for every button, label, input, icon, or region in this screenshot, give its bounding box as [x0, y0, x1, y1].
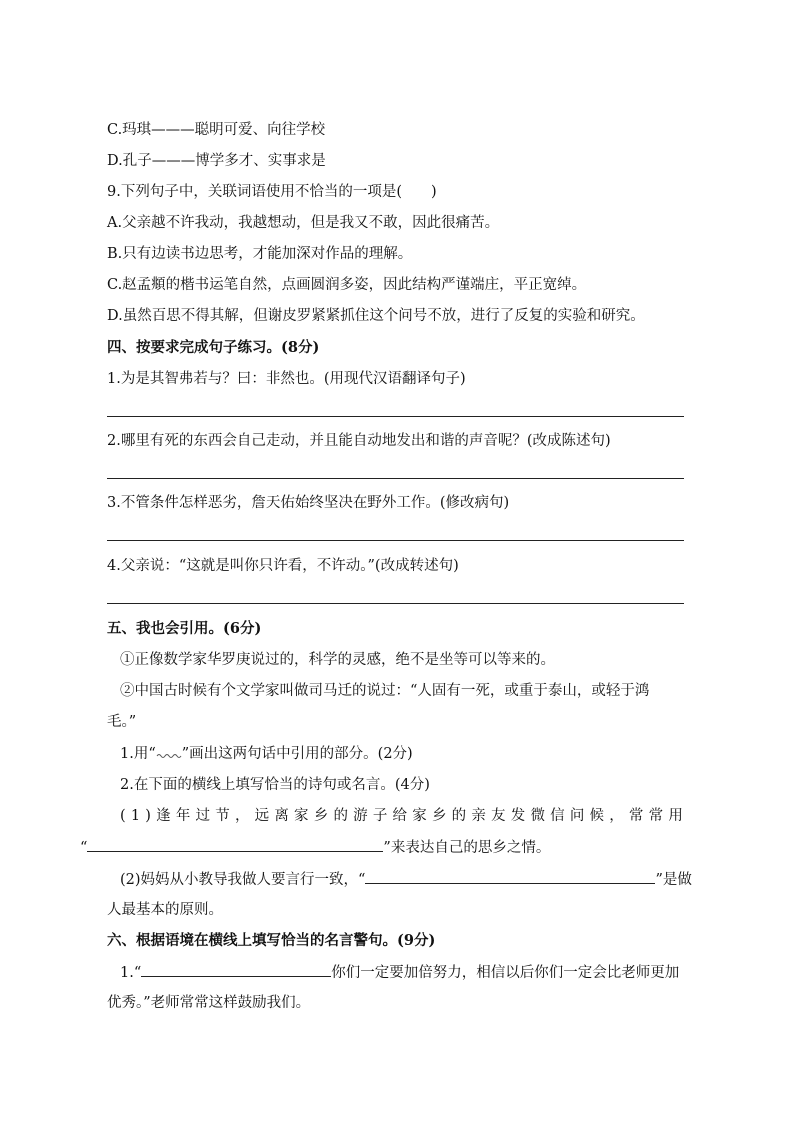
- answer-line-4[interactable]: [107, 603, 684, 604]
- answer-line-3[interactable]: [107, 540, 684, 541]
- section5-title: 五、我也会引用。(6分): [107, 620, 262, 637]
- section6-item-1: [120, 962, 679, 983]
- section4-item-1: 1.为是其智弗若与？曰：非然也。(用现代汉语翻译句子): [107, 371, 466, 387]
- fill-blank-2[interactable]: [365, 869, 655, 884]
- sub-1-open-quote: “: [80, 840, 88, 856]
- q8-option-c: C.玛琪———聪明可爱、向往学校: [107, 122, 326, 138]
- q9-option-d: D.虽然百思不得其解，但谢皮罗紧紧抓住这个问号不放，进行了反复的实验和研究。: [107, 308, 645, 324]
- answer-line-2[interactable]: [107, 478, 684, 479]
- answer-line-1[interactable]: [107, 416, 684, 417]
- q9-option-a: A.父亲越不许我动，我越想动，但是我又不敢，因此很痛苦。: [107, 215, 500, 231]
- section6-title: 六、根据语境在横线上填写恰当的名言警句。(9分): [107, 932, 436, 949]
- item-1-prefix: 1.“: [120, 965, 142, 981]
- q9-option-c: C.赵孟頫的楷书运笔自然，点画圆润多姿，因此结构严谨端庄，平正宽绰。: [107, 277, 587, 293]
- task-1: [120, 744, 413, 764]
- item-1-suffix: 你们一定要加倍努力，相信以后你们一定会比老师更加: [331, 965, 680, 981]
- task-1-prefix: 1.用“: [120, 746, 156, 762]
- fill-blank-3[interactable]: [141, 962, 331, 977]
- section4-item-2: 2.哪里有死的东西会自己走动，并且能自动地发出和谐的声音呢？(改成陈述句): [107, 433, 611, 449]
- section4-item-3: 3.不管条件怎样恶劣，詹天佑始终坚决在野外工作。(修改病句): [107, 495, 510, 511]
- section4-title: 四、按要求完成句子练习。(8分): [107, 339, 320, 356]
- fill-blank-1[interactable]: [87, 837, 383, 852]
- sub-1-line-2: [80, 837, 550, 858]
- sub-2-line-1: [120, 869, 692, 890]
- section4-item-4: 4.父亲说：“这就是叫你只许看，不许动。”(改成转述句): [107, 558, 459, 574]
- quote-2-line-2: 毛。”: [107, 714, 137, 730]
- q9-option-b: B.只有边读书边思考，才能加深对作品的理解。: [107, 246, 413, 262]
- task-2: 2.在下面的横线上填写恰当的诗句或名言。(4分): [120, 777, 430, 793]
- sub-2-line-2: 人最基本的原则。: [107, 902, 223, 918]
- sub-1-line-1: (1)逢年过节，远离家乡的游子给家乡的亲友发微信问候，常常用: [120, 808, 689, 824]
- sub-1-close: ”来表达自己的思乡之情。: [383, 840, 551, 856]
- wavy-underline-icon: [156, 746, 182, 758]
- q9-stem: 9.下列句子中，关联词语使用不恰当的一项是( ): [107, 184, 437, 200]
- task-1-suffix: ”画出这两句话中引用的部分。(2分): [181, 746, 413, 762]
- quote-2-line-1: ②中国古时候有个文学家叫做司马迁的说过：“人固有一死，或重于泰山，或轻于鸿: [120, 683, 650, 699]
- sub-2-prefix: (2)妈妈从小教导我做人要言行一致，“: [120, 872, 366, 888]
- quote-1: ①正像数学家华罗庚说过的，科学的灵感，绝不是坐等可以等来的。: [120, 652, 555, 668]
- section6-item-1-line-2: 优秀。”老师常常这样鼓励我们。: [107, 995, 311, 1011]
- q8-option-d: D.孔子———博学多才、实事求是: [107, 153, 326, 169]
- sub-2-suffix: ”是做: [655, 872, 692, 888]
